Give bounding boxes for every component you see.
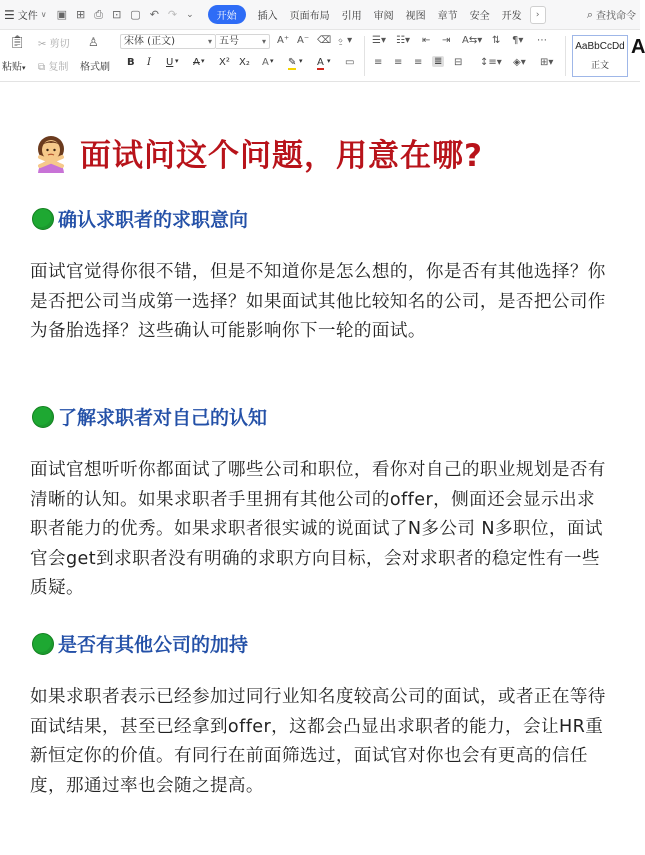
grow-font-icon[interactable]: A⁺	[277, 35, 290, 46]
chevron-down-icon[interactable]: ▾	[201, 57, 205, 65]
export-icon[interactable]: ⊞	[76, 8, 86, 21]
borders-icon[interactable]: ⊞▾	[540, 57, 554, 68]
search-icon: ⌕	[586, 7, 593, 21]
font-name-select[interactable]	[120, 34, 216, 49]
title-text: 面试问这个问题，用意在哪?	[80, 138, 483, 174]
tab-review[interactable]: 审阅	[373, 11, 394, 22]
font-size-select[interactable]	[216, 34, 270, 49]
more-tabs-button[interactable]: ›	[530, 6, 546, 24]
subscript-icon[interactable]: X₂	[239, 57, 250, 68]
font-color-icon[interactable]: A	[317, 57, 324, 68]
section-heading-2	[32, 403, 267, 430]
show-marks-icon[interactable]: ¶▾	[512, 35, 524, 46]
paste-icon[interactable]: 📋︎	[9, 35, 26, 50]
ribbon-toolbar	[0, 30, 645, 82]
style-heading-preview[interactable]: A	[631, 36, 645, 58]
chevron-down-icon: ▾	[261, 37, 266, 46]
undo-icon[interactable]: ↶	[149, 8, 159, 21]
chevron-down-icon: ∨	[40, 10, 47, 19]
menu-bar	[0, 0, 640, 30]
scissors-icon: ✂	[38, 39, 47, 50]
green-circle-icon	[32, 208, 54, 230]
paste-label: 粘贴	[2, 62, 22, 73]
file-menu[interactable]	[4, 7, 47, 22]
section-body-1: 面试官觉得你很不错，但是不知道你是怎么想的，你是否有其他选择？你是否把公司当成第一选择？如果面试其他比较知名的公司，是否把公司作为备胎选择？这些确认可能影响你下一轮的面试。	[30, 262, 606, 341]
save-icon[interactable]: ▣	[56, 8, 68, 21]
section-heading-1	[32, 205, 248, 232]
document-page[interactable]	[0, 83, 640, 855]
tab-page-layout[interactable]: 页面布局	[289, 11, 330, 22]
chevron-down-icon: ▾	[207, 37, 212, 46]
chevron-down-icon[interactable]: ▾	[270, 57, 274, 65]
style-normal[interactable]	[572, 35, 628, 77]
paste-button[interactable]: 粘贴▾	[2, 62, 26, 73]
section-heading-3	[32, 630, 248, 657]
align-right-icon[interactable]: ≡	[414, 57, 423, 68]
italic-icon[interactable]: I	[147, 57, 151, 68]
print-preview-icon[interactable]: ⊡	[112, 8, 122, 21]
command-search-label: 查找命令	[596, 11, 636, 22]
green-circle-icon	[32, 406, 54, 428]
format-painter-icon[interactable]: ♙	[88, 35, 99, 49]
clear-format-icon[interactable]: ⌫	[317, 35, 332, 46]
section-body-2: 面试官想听听你都面试了哪些公司和职位，看你对自己的职业规划是否有清晰的认知。如果求职者手里拥有其他公司的offer，侧面还会显示出求职者能力的优秀。如果求职者很实诚的说面试了N多公司 N多职位，面试官会get到求职者没有明确的求职方向目标，会对求职者的稳定性有一些质疑。	[30, 460, 606, 598]
section-heading-text: 是否有其他公司的加持	[58, 634, 249, 656]
increase-indent-icon[interactable]: ⇥	[442, 35, 451, 46]
copy-button[interactable]	[38, 58, 68, 73]
font-size-value: 五号	[219, 36, 239, 47]
redo-icon[interactable]: ↷	[167, 8, 178, 21]
tab-home[interactable]: 开始	[208, 5, 246, 24]
tab-section[interactable]: 章节	[437, 11, 458, 22]
format-icon[interactable]: ▢	[130, 8, 141, 21]
copy-label: 复制	[48, 62, 69, 73]
ribbon-tabs	[208, 5, 546, 24]
numbered-list-icon[interactable]: ☷▾	[396, 35, 410, 46]
tab-references[interactable]: 引用	[341, 11, 362, 22]
file-menu-label: 文件	[17, 11, 38, 22]
divider	[364, 36, 365, 76]
divider	[565, 36, 566, 76]
section-heading-text: 确认求职者的求职意向	[58, 209, 249, 231]
strikethrough-icon[interactable]: A	[193, 57, 200, 68]
command-search[interactable]	[587, 7, 636, 22]
print-icon[interactable]: ⎙	[94, 7, 104, 21]
section-body-3: 如果求职者表示已经参加过同行业知名度较高公司的面试，或者正在等待面试结果，甚至已经拿到offer，这都会凸显出求职者的能力，会让HR重新恒定你的价值。有同行在前面筛选过，面试官对你也会有更高的信任度，那通过率也会随之提高。	[30, 687, 606, 796]
sort-icon[interactable]: ⇅	[492, 35, 501, 46]
more-options-icon[interactable]: ⋯	[537, 35, 547, 46]
distributed-icon[interactable]: ⊟	[454, 57, 463, 68]
green-circle-icon	[32, 633, 54, 655]
bullet-list-icon[interactable]: ☰▾	[372, 35, 386, 46]
style-label: 正文	[590, 61, 609, 71]
hamburger-icon: ☰	[4, 7, 15, 22]
shrink-font-icon[interactable]: A⁻	[297, 35, 310, 46]
cut-button[interactable]	[38, 35, 70, 50]
superscript-icon[interactable]: X²	[219, 57, 230, 68]
tab-view[interactable]: 视图	[405, 11, 426, 22]
underline-icon[interactable]: U	[166, 57, 174, 68]
line-spacing-icon[interactable]: ↕≡▾	[480, 57, 502, 68]
justify-icon[interactable]: ≣	[434, 56, 443, 67]
section-heading-text: 了解求职者对自己的认知	[58, 407, 268, 429]
bold-icon[interactable]: B	[127, 57, 135, 68]
char-border-icon[interactable]: ▭	[345, 57, 355, 68]
style-sample: AaBbCcDd	[575, 41, 625, 52]
align-center-icon[interactable]: ≡	[394, 57, 403, 68]
person-gesturing-no-icon	[32, 133, 70, 173]
quick-access-toolbar	[57, 8, 194, 22]
format-painter-button[interactable]: 格式刷	[80, 62, 110, 73]
tab-security[interactable]: 安全	[469, 11, 490, 22]
text-effect-icon[interactable]: A	[262, 57, 269, 68]
cut-label: 剪切	[49, 39, 70, 50]
chevron-down-icon[interactable]: ▾	[299, 57, 303, 65]
shading-icon[interactable]: ◈▾	[513, 57, 526, 68]
copy-icon: ⧉	[38, 62, 46, 73]
tab-developer[interactable]: 开发	[501, 11, 522, 22]
font-name-value: 宋体 (正文)	[124, 36, 175, 47]
align-left-icon[interactable]: ≡	[374, 57, 383, 68]
highlight-icon[interactable]: ✎	[288, 57, 297, 68]
chevron-down-icon[interactable]: ▾	[175, 57, 179, 65]
phonetic-icon[interactable]: ⍚ ▾	[338, 35, 353, 46]
customize-icon[interactable]: ⌄	[186, 9, 194, 20]
decrease-indent-icon[interactable]: ⇤	[422, 35, 431, 46]
chevron-down-icon[interactable]: ▾	[327, 57, 331, 65]
document-title	[32, 130, 483, 175]
chinese-layout-icon[interactable]: A⇆▾	[462, 35, 483, 46]
tab-insert[interactable]: 插入	[257, 11, 278, 22]
